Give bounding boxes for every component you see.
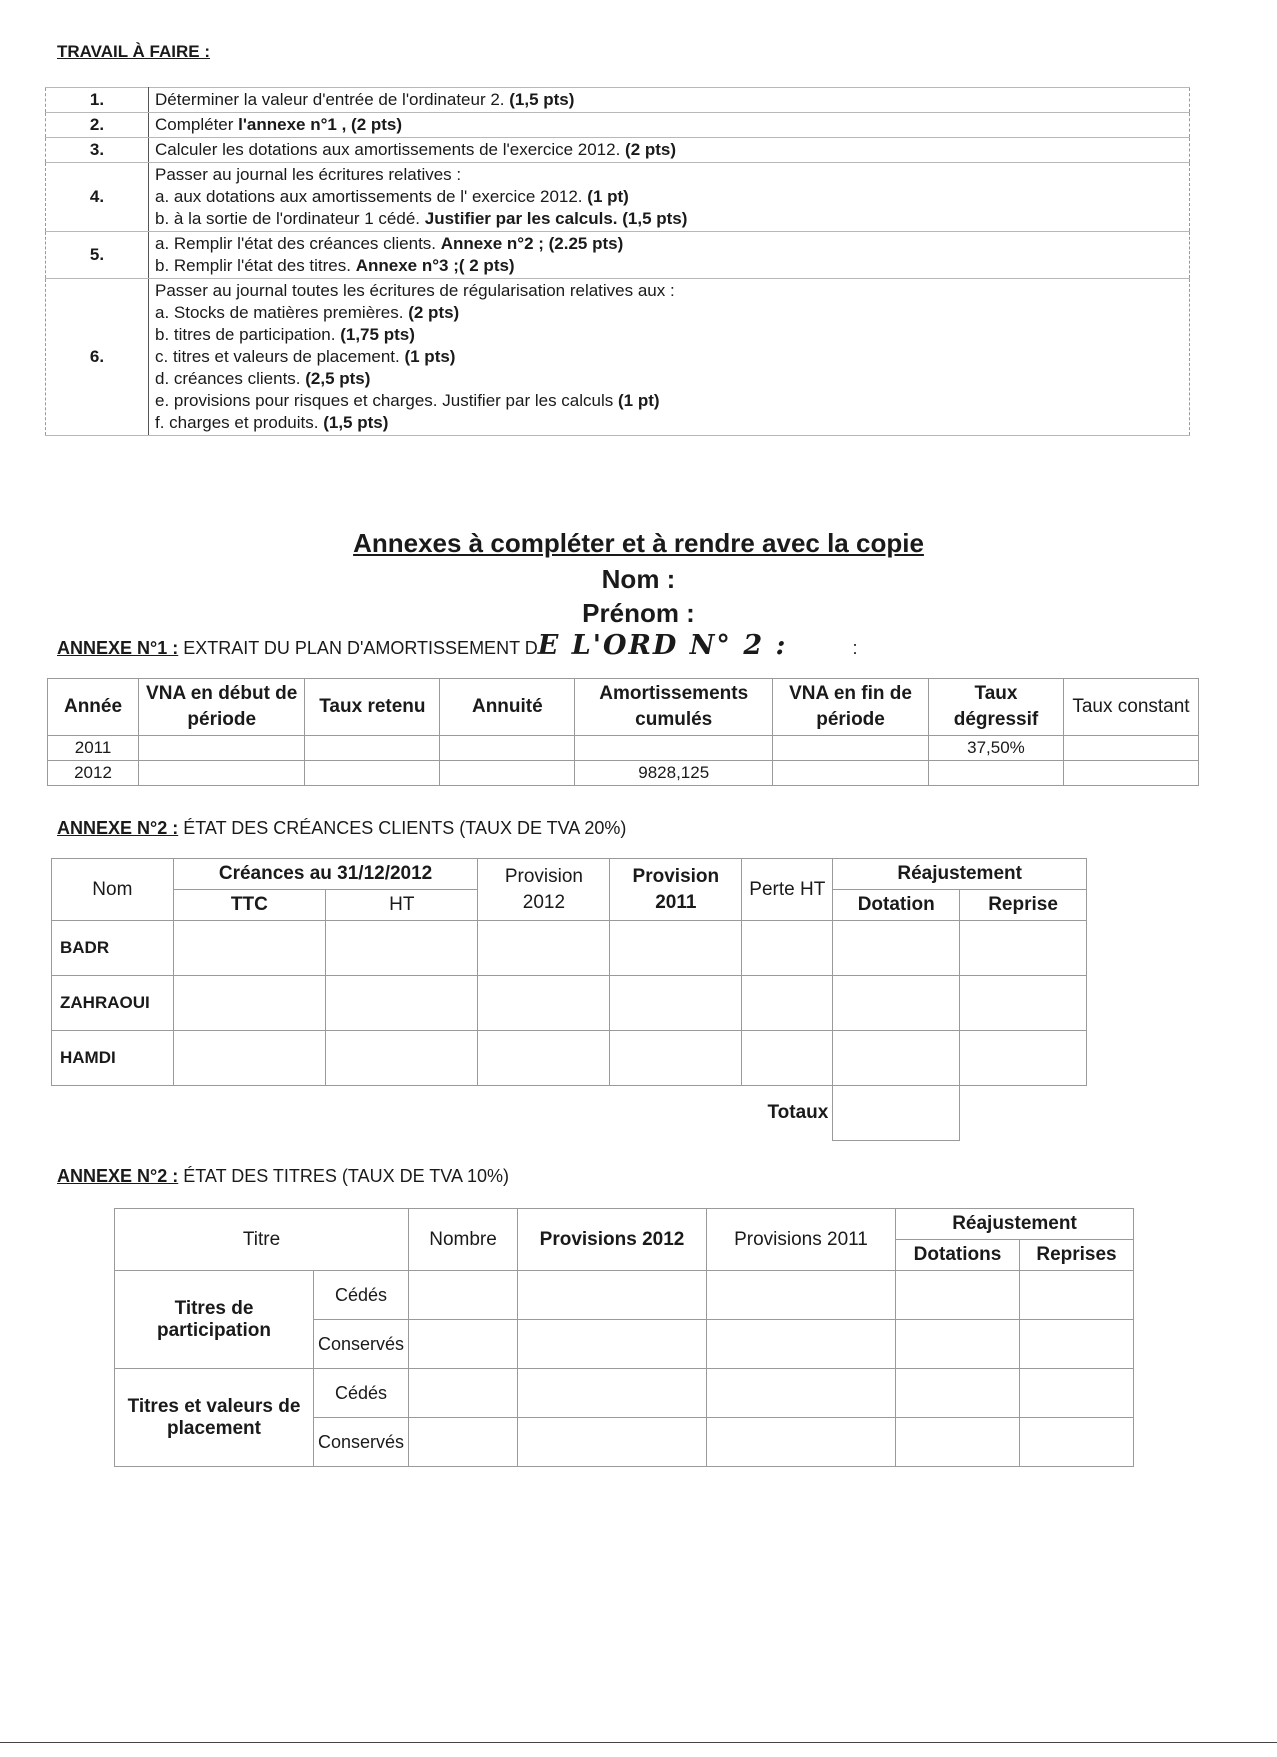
cell[interactable] (1019, 1369, 1133, 1418)
annex1-handwritten: E L'ORD N° 2 : (537, 630, 788, 661)
cell[interactable] (305, 761, 440, 786)
client-name: ZAHRAOUI (52, 976, 174, 1031)
task-text: Compléter l'annexe n°1 , (2 pts) (149, 113, 1190, 138)
cell[interactable] (440, 761, 575, 786)
group-titres-participation: Titres de participation (115, 1271, 314, 1369)
annex2-title: ÉTAT DES CRÉANCES CLIENTS (TAUX DE TVA 20%) (183, 818, 627, 838)
task-row-6 (46, 279, 1190, 436)
cell[interactable] (960, 1031, 1087, 1086)
cell-total-reprise[interactable] (960, 1086, 1087, 1141)
task-row-4 (46, 163, 1190, 232)
cell[interactable] (960, 976, 1087, 1031)
col-provisions-2011: Provisions 2011 (707, 1209, 896, 1271)
task-number: 2. (46, 113, 149, 138)
col-annuite: Annuité (440, 679, 575, 736)
col-reajustement: Réajustement (895, 1209, 1133, 1240)
cell[interactable] (895, 1369, 1019, 1418)
cell[interactable] (440, 736, 575, 761)
table-header-row (48, 679, 1199, 736)
totaux-label: Totaux (767, 1102, 829, 1123)
cell[interactable] (1019, 1271, 1133, 1320)
task-list (45, 87, 1190, 436)
cell[interactable] (707, 1320, 896, 1369)
task-number: 3. (46, 138, 149, 163)
cell[interactable] (409, 1271, 518, 1320)
cell[interactable] (305, 736, 440, 761)
col-taux-constant: Taux constant (1063, 679, 1198, 736)
cell[interactable] (478, 976, 610, 1031)
col-dotations: Dotations (895, 1240, 1019, 1271)
table-row (115, 1369, 1134, 1418)
cell[interactable] (707, 1369, 896, 1418)
table-header-row (52, 859, 1087, 890)
task-row-3 (46, 138, 1190, 163)
annex3-label: ANNEXE N°2 : (57, 1166, 179, 1186)
cell-taux-degressif: 37,50% (928, 736, 1063, 761)
cell[interactable] (575, 736, 773, 761)
cell[interactable] (742, 1031, 833, 1086)
prenom-label: Prénom : (582, 598, 695, 628)
col-creances: Créances au 31/12/2012 (173, 859, 478, 890)
cell[interactable] (773, 761, 929, 786)
cell[interactable] (409, 1418, 518, 1467)
cell[interactable] (518, 1369, 707, 1418)
task-number: 6. (46, 279, 149, 436)
cell-total-dotation[interactable] (833, 1086, 960, 1141)
task-row-1 (46, 88, 1190, 113)
cell-annee: 2012 (48, 761, 139, 786)
cell[interactable] (742, 921, 833, 976)
cell[interactable] (518, 1418, 707, 1467)
col-taux-retenu: Taux retenu (305, 679, 440, 736)
col-nom: Nom (52, 859, 174, 921)
sub-conserves: Conservés (313, 1418, 408, 1467)
cell[interactable] (478, 1031, 610, 1086)
table-row (52, 1031, 1087, 1086)
table-row (48, 736, 1199, 761)
cell[interactable] (960, 921, 1087, 976)
cell[interactable] (833, 976, 960, 1031)
amortization-table (47, 678, 1199, 786)
annex1-tail: : (852, 638, 858, 658)
cell[interactable] (478, 921, 610, 976)
cell[interactable] (1019, 1320, 1133, 1369)
cell[interactable] (173, 1031, 325, 1086)
cell[interactable] (409, 1320, 518, 1369)
cell[interactable] (833, 1031, 960, 1086)
sub-conserves: Conservés (313, 1320, 408, 1369)
client-name: HAMDI (52, 1031, 174, 1086)
task-text: Passer au journal toutes les écritures de régularisation relatives aux : a. Stocks de matières premières. (2 pts) b. titres de participation. (1,75 pts) c. titres et valeurs de placement. (1 pts) d. créances clients. (2,5 pts) e. provisions pour risques et charges. Justifier par les calculs (1 pt) f. charges et produits. (1,5 pts) (149, 279, 1190, 436)
cell[interactable] (610, 1031, 742, 1086)
cell-amort-cumules: 9828,125 (575, 761, 773, 786)
cell[interactable] (139, 736, 305, 761)
annex3-heading (57, 1166, 509, 1187)
task-text: Calculer les dotations aux amortissements de l'exercice 2012. (2 pts) (149, 138, 1190, 163)
task-text: Déterminer la valeur d'entrée de l'ordinateur 2. (1,5 pts) (149, 88, 1190, 113)
cell[interactable] (610, 921, 742, 976)
cell[interactable] (1019, 1418, 1133, 1467)
cell[interactable] (173, 976, 325, 1031)
col-ht: HT (326, 890, 478, 921)
table-row (48, 761, 1199, 786)
col-perte-ht: Perte HT (742, 859, 833, 921)
cell[interactable] (742, 976, 833, 1031)
task-number: 4. (46, 163, 149, 232)
annex1-title: EXTRAIT DU PLAN D'AMORTISSEMENT D (183, 638, 538, 658)
cell-annee: 2011 (48, 736, 139, 761)
cell[interactable] (707, 1418, 896, 1467)
col-dotation: Dotation (833, 890, 960, 921)
annex2-heading (57, 818, 626, 839)
cell[interactable] (1063, 736, 1198, 761)
sub-cedes: Cédés (313, 1369, 408, 1418)
annexes-title: Annexes à compléter et à rendre avec la copie (353, 528, 924, 558)
col-nombre: Nombre (409, 1209, 518, 1271)
table-row (52, 976, 1087, 1031)
col-reprises: Reprises (1019, 1240, 1133, 1271)
totals-row (52, 1086, 1087, 1141)
annex2-label: ANNEXE N°2 : (57, 818, 179, 838)
cell[interactable] (833, 921, 960, 976)
cell[interactable] (409, 1369, 518, 1418)
annex1-label: ANNEXE N°1 : (57, 638, 179, 658)
cell[interactable] (610, 976, 742, 1031)
cell[interactable] (518, 1271, 707, 1320)
cell[interactable] (707, 1271, 896, 1320)
col-vna-debut: VNA en début de période (139, 679, 305, 736)
col-reprise: Reprise (960, 890, 1087, 921)
task-number: 1. (46, 88, 149, 113)
table-row (115, 1271, 1134, 1320)
col-annee: Année (48, 679, 139, 736)
col-reajustement: Réajustement (833, 859, 1087, 890)
cell[interactable] (773, 736, 929, 761)
cell[interactable] (173, 921, 325, 976)
cell[interactable] (895, 1418, 1019, 1467)
col-ttc: TTC (173, 890, 325, 921)
col-titre: Titre (115, 1209, 409, 1271)
task-text: a. Remplir l'état des créances clients. Annexe n°2 ; (2.25 pts) b. Remplir l'état des titres. Annexe n°3 ;( 2 pts) (149, 232, 1190, 279)
task-text: Passer au journal les écritures relatives : a. aux dotations aux amortissements de l' exercice 2012. (1 pt) b. à la sortie de l'ordinateur 1 cédé. Justifier par les calculs. (1,5 pts) (149, 163, 1190, 232)
col-amort-cumules: Amortissements cumulés (575, 679, 773, 736)
cell[interactable] (139, 761, 305, 786)
col-provisions-2012: Provisions 2012 (518, 1209, 707, 1271)
task-row-2 (46, 113, 1190, 138)
cell[interactable] (326, 1031, 478, 1086)
annex3-title: ÉTAT DES TITRES (TAUX DE TVA 10%) (183, 1166, 509, 1186)
receivables-table (51, 858, 1087, 1141)
client-name: BADR (52, 921, 174, 976)
col-provision-2011: Provision 2011 (610, 859, 742, 921)
group-titres-placement: Titres et valeurs de placement (115, 1369, 314, 1467)
securities-table (114, 1208, 1134, 1467)
cell[interactable] (895, 1271, 1019, 1320)
cell[interactable] (895, 1320, 1019, 1369)
cell[interactable] (1063, 761, 1198, 786)
task-row-5 (46, 232, 1190, 279)
sub-cedes: Cédés (313, 1271, 408, 1320)
col-vna-fin: VNA en fin de période (773, 679, 929, 736)
work-title: TRAVAIL À FAIRE : (57, 42, 210, 61)
col-provision-2012: Provision 2012 (478, 859, 610, 921)
table-row (52, 921, 1087, 976)
page-bottom-rule (0, 1742, 1277, 1743)
table-header-row (115, 1209, 1134, 1240)
nom-label: Nom : (601, 564, 676, 594)
task-number: 5. (46, 232, 149, 279)
annex1-heading (57, 630, 858, 661)
cell[interactable] (518, 1320, 707, 1369)
cell[interactable] (326, 921, 478, 976)
cell[interactable] (326, 976, 478, 1031)
col-taux-degressif: Taux dégressif (928, 679, 1063, 736)
cell[interactable] (928, 761, 1063, 786)
